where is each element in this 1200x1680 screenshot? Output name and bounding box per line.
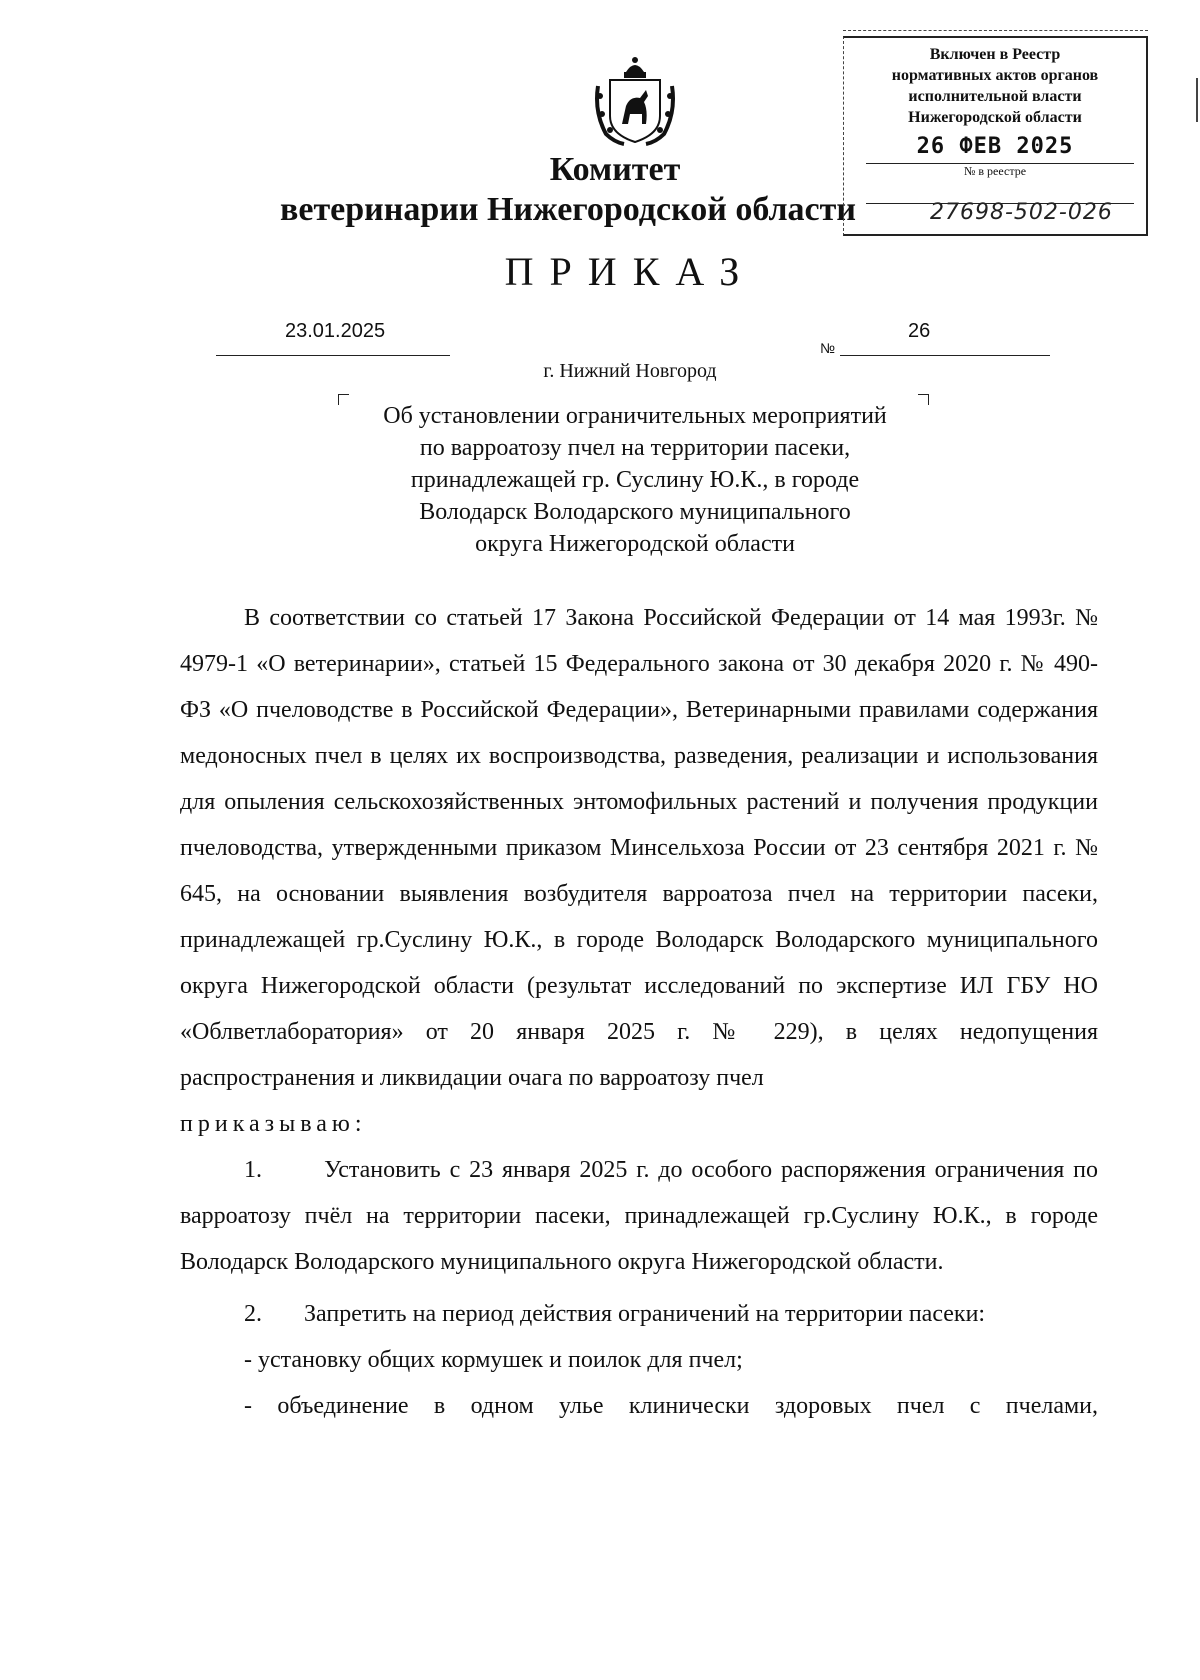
item-2-number: 2.: [244, 1301, 262, 1327]
number-sign: №: [820, 340, 836, 356]
number-underline: [840, 355, 1050, 356]
stamp-reg-label: № в реестре: [963, 164, 1027, 178]
stamp-line: нормативных актов органов: [891, 67, 1099, 84]
stamp-line: Нижегородской области: [908, 109, 1082, 126]
stamp-text: [844, 44, 1146, 128]
item-2-text: Запретить на период действия ограничений на территории пасеки:: [304, 1301, 986, 1327]
subject-line: Володарск Володарского муниципального: [419, 499, 851, 525]
doc-date: 23.01.2025: [285, 320, 386, 342]
doc-type-title: ПРИКАЗ: [504, 249, 756, 294]
stamp-reg-number: 27698-502-026: [930, 200, 1113, 225]
committee-line2: ветеринарии Нижегородской области: [280, 191, 856, 228]
subject-line: округа Нижегородской области: [475, 531, 795, 557]
city-line: г. Нижний Новгород: [543, 360, 717, 382]
dash-item: - объединение в одном улье клинически здоровых пчел с пчелами,: [244, 1393, 1098, 1419]
edge-mark: [1196, 78, 1198, 122]
stamp-date: 26 ФЕВ 2025: [916, 134, 1074, 159]
body-text: [180, 595, 1098, 1429]
stamp-top-dashed: [843, 30, 1148, 35]
stamp-line: Включен в Реестр: [929, 46, 1061, 63]
item-1-number: 1.: [244, 1157, 262, 1183]
doc-number: 26: [908, 320, 931, 342]
item-1: [180, 1147, 1098, 1285]
subject-line: Об установлении ограничительных мероприятий: [383, 403, 887, 429]
date-underline: [216, 355, 450, 356]
preamble-paragraph: В соответствии со статьей 17 Закона Российской Федерации от 14 мая 1993г. № 4979-1 «О ветеринарии», статьей 15 Федерального закона от 30 декабря 2020 г. № 490-ФЗ «О пчеловодстве в Российской Федерации», Ветеринарными правилами содержания медоносных пчел в целях их воспроизводства, разведения, реализации и использования для опыления сельскохозяйственных энтомофильных растений и получения продукции пчеловодства, утвержденными приказом Минсельхоза России от 23 сентября 2021 г. № 645, на основании выявления возбудителя варроатоза пчел на территории пасеки, принадлежащей гр.Суслину Ю.К., в городе Володарск Володарского муниципального округа Нижегородской области (результат исследований по экспертизе ИЛ ГБУ НО «Облветлаборатория» от 20 января 2025 г. № 229), в целях недопущения распространения и ликвидации очага по варроатозу пчел: [180, 605, 1098, 1091]
committee-line1: Комитет: [549, 151, 681, 188]
subject-line: принадлежащей гр. Суслину Ю.К., в городе: [410, 467, 860, 493]
item-2: [180, 1291, 1098, 1337]
item-1-text: Установить с 23 января 2025 г. до особого распоряжения ограничения по варроатозу пчёл на территории пасеки, принадлежащей гр.Суслину Ю.К., в городе Володарск Володарского муниципального округа Нижегородской области.: [180, 1157, 1098, 1275]
subject-block: [340, 400, 930, 560]
stamp-line: исполнительной власти: [908, 88, 1082, 105]
coat-of-arms-emblem: [590, 52, 680, 148]
dash-item: - установку общих кормушек и поилок для пчел;: [244, 1347, 743, 1373]
subject-line: по варроатозу пчел на территории пасеки,: [419, 435, 851, 461]
order-word: приказываю:: [180, 1111, 367, 1137]
